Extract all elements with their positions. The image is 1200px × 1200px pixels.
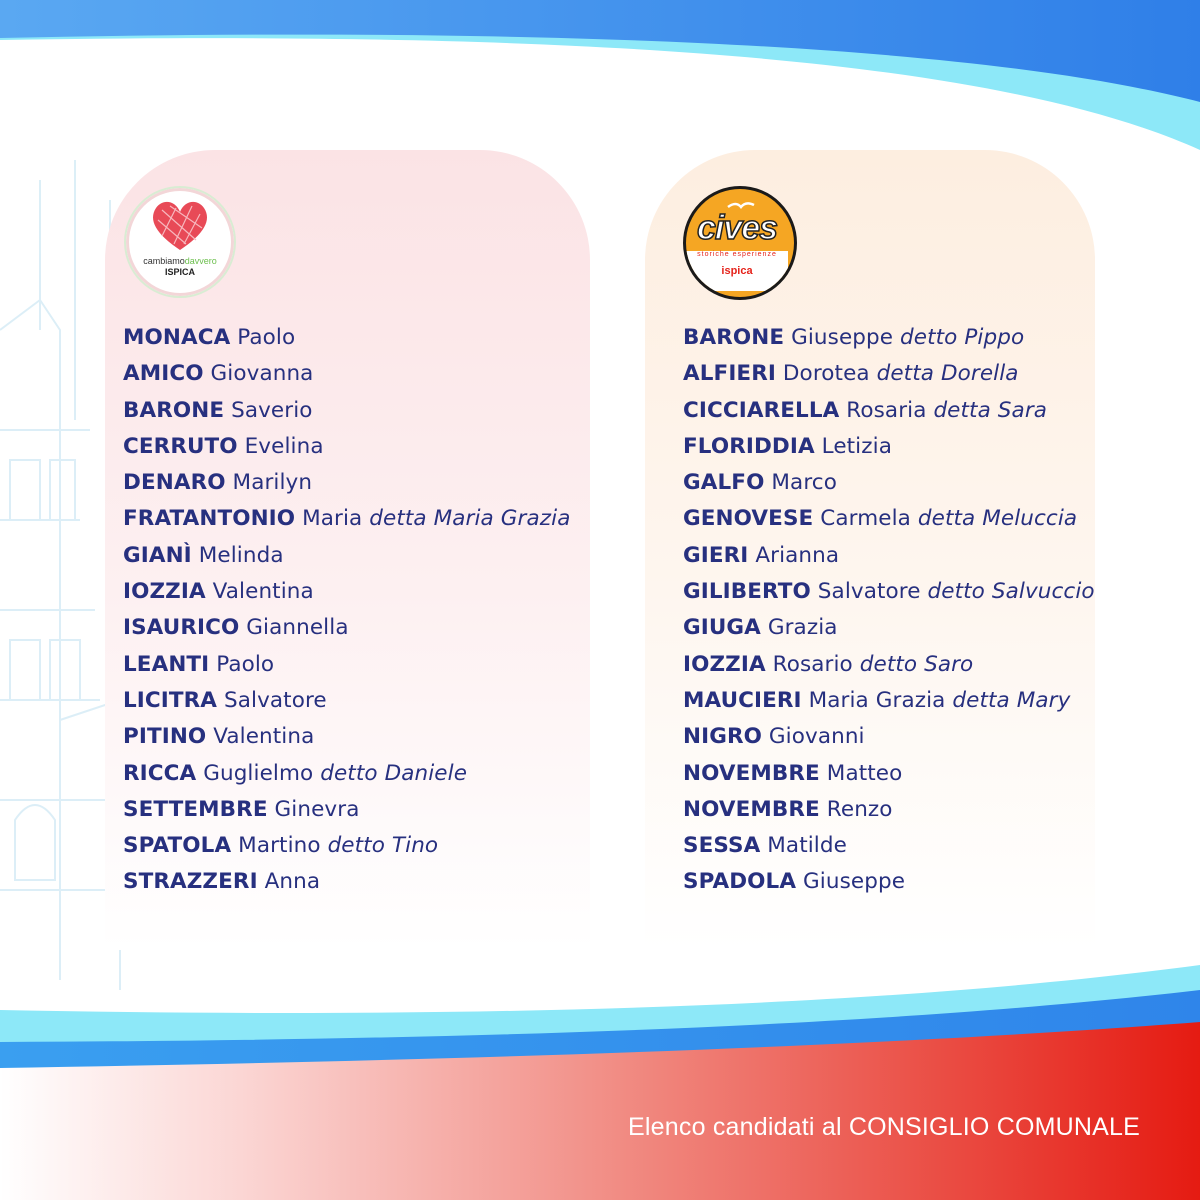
candidate-surname: DENARO — [123, 470, 226, 496]
candidate-row — [683, 322, 1095, 358]
candidate-row — [683, 685, 1095, 721]
candidate-given-name: Martino — [238, 833, 321, 859]
candidate-row — [123, 830, 570, 866]
candidate-nickname-prefix: detto — [927, 579, 985, 605]
candidate-given-name: Maria Grazia — [808, 687, 946, 713]
candidate-nickname-prefix: detta — [933, 397, 991, 423]
candidate-row — [123, 503, 570, 539]
candidate-list-left — [123, 322, 570, 903]
candidate-nickname-prefix: detta — [917, 506, 976, 532]
candidate-nickname: Sara — [997, 397, 1048, 423]
candidate-surname: RICCA — [123, 760, 197, 786]
candidate-surname: AMICO — [123, 361, 204, 387]
candidate-surname: MONACA — [123, 325, 231, 350]
candidate-surname: GIANÌ — [123, 542, 192, 568]
candidate-row — [683, 794, 1095, 830]
candidate-given-name: Saverio — [231, 397, 313, 423]
candidate-given-name: Carmela — [820, 506, 911, 532]
candidate-given-name: Grazia — [767, 615, 838, 641]
candidate-given-name: Paolo — [216, 651, 275, 677]
candidate-nickname-prefix: detto — [320, 760, 378, 786]
candidate-nickname: Meluccia — [982, 506, 1078, 532]
candidate-nickname-prefix: detta — [369, 506, 427, 532]
candidate-surname: CICCIARELLA — [683, 397, 840, 423]
candidate-row — [683, 758, 1095, 794]
top-wave-band — [0, 0, 1200, 160]
candidate-given-name: Rosario — [772, 651, 853, 677]
candidate-given-name: Guglielmo — [203, 760, 314, 786]
candidate-row — [123, 649, 570, 685]
candidate-given-name: Anna — [264, 869, 321, 895]
candidate-given-name: Maria — [302, 506, 363, 532]
candidate-surname: NOVEMBRE — [683, 796, 820, 822]
candidate-given-name: Giuseppe — [791, 325, 894, 350]
candidate-surname: ALFIERI — [683, 361, 776, 387]
candidate-given-name: Salvatore — [223, 687, 327, 713]
candidate-surname: SPATOLA — [123, 833, 232, 859]
candidate-row — [123, 358, 570, 394]
candidate-surname: IOZZIA — [683, 651, 766, 677]
candidate-given-name: Rosaria — [846, 397, 927, 423]
candidate-row — [123, 758, 570, 794]
candidate-row — [683, 395, 1095, 431]
candidate-surname: GIUGA — [683, 615, 761, 641]
candidate-given-name: Giannella — [246, 615, 349, 641]
candidate-row — [123, 467, 570, 503]
candidate-given-name: Melinda — [198, 542, 284, 568]
candidate-given-name: Valentina — [212, 579, 314, 605]
candidate-surname: FRATANTONIO — [123, 506, 296, 532]
candidate-surname: CERRUTO — [123, 433, 238, 459]
candidate-nickname: Mary — [1016, 687, 1071, 713]
logo-left-text-a: cambiamo — [143, 256, 185, 266]
candidate-row — [123, 540, 570, 576]
candidate-given-name: Matilde — [767, 833, 847, 859]
candidate-given-name: Dorotea — [782, 361, 870, 387]
candidate-row — [123, 322, 570, 358]
candidate-surname: PITINO — [123, 724, 207, 750]
candidate-given-name: Paolo — [237, 325, 296, 350]
candidate-surname: SESSA — [683, 833, 761, 859]
candidate-nickname: Saro — [924, 651, 974, 677]
candidate-row — [683, 503, 1095, 539]
candidate-nickname: Dorella — [940, 361, 1019, 387]
candidate-row — [683, 467, 1095, 503]
candidate-row — [123, 431, 570, 467]
candidate-row — [683, 540, 1095, 576]
candidate-surname: GENOVESE — [683, 506, 814, 532]
candidate-nickname-prefix: detto — [327, 833, 385, 859]
candidate-surname: IOZZIA — [123, 579, 206, 605]
cambiamo-davvero-logo — [124, 186, 236, 298]
logo-right-place: ispica — [721, 265, 753, 277]
candidate-row — [683, 358, 1095, 394]
candidate-given-name: Ginevra — [274, 796, 360, 822]
candidate-nickname-prefix: detta — [876, 361, 935, 387]
candidate-row — [123, 794, 570, 830]
candidate-row — [123, 612, 570, 648]
candidate-row — [683, 649, 1095, 685]
candidate-surname: ISAURICO — [123, 615, 240, 641]
candidate-nickname: Pippo — [964, 325, 1025, 350]
page-title: Elenco candidati al CONSIGLIO COMUNALE — [628, 1113, 1140, 1141]
candidate-row — [683, 866, 1095, 902]
candidate-nickname: Salvuccio — [991, 579, 1095, 605]
cives-logo — [683, 186, 797, 300]
candidate-surname: MAUCIERI — [683, 687, 802, 713]
candidate-nickname-prefix: detto — [859, 651, 918, 677]
candidate-surname: LICITRA — [123, 687, 218, 713]
candidate-given-name: Matteo — [826, 760, 903, 786]
candidate-surname: STRAZZERI — [123, 869, 258, 895]
candidate-given-name: Valentina — [213, 724, 315, 750]
candidate-nickname-prefix: detto — [900, 325, 958, 350]
candidate-surname: NIGRO — [683, 724, 762, 750]
candidate-row — [683, 830, 1095, 866]
candidate-nickname: Daniele — [384, 760, 468, 786]
candidate-surname: BARONE — [123, 397, 225, 423]
candidate-row — [123, 576, 570, 612]
logo-left-text-b: davvero — [184, 256, 217, 266]
candidate-surname: FLORIDDIA — [683, 433, 815, 459]
logo-right-tagline: storiche esperienze — [697, 251, 777, 258]
candidate-row — [683, 612, 1095, 648]
candidate-given-name: Giovanna — [210, 361, 314, 387]
logo-left-caption — [126, 256, 234, 278]
candidate-given-name: Evelina — [244, 433, 324, 459]
candidate-given-name: Marco — [771, 470, 837, 496]
candidate-row — [683, 576, 1095, 612]
candidate-nickname-prefix: detta — [952, 687, 1010, 713]
candidate-given-name: Arianna — [755, 542, 840, 568]
candidate-row — [683, 721, 1095, 757]
logo-right-wordmark: cives — [696, 209, 778, 247]
candidate-given-name: Giovanni — [768, 724, 865, 750]
candidate-surname: LEANTI — [123, 651, 210, 677]
candidate-given-name: Renzo — [826, 796, 893, 822]
candidate-row — [123, 866, 570, 902]
logo-left-text-place: ISPICA — [164, 267, 195, 277]
candidate-row — [123, 685, 570, 721]
candidate-list-right — [683, 322, 1095, 903]
candidate-surname: GIERI — [683, 542, 749, 568]
candidate-surname: GILIBERTO — [683, 579, 811, 605]
candidate-row — [123, 721, 570, 757]
candidate-surname: NOVEMBRE — [683, 760, 820, 786]
candidate-row — [683, 431, 1095, 467]
candidate-nickname: Tino — [391, 833, 439, 859]
candidate-surname: BARONE — [683, 325, 785, 350]
candidate-surname: GALFO — [683, 470, 765, 496]
candidate-given-name: Salvatore — [817, 579, 921, 605]
candidate-row — [123, 395, 570, 431]
heart-logo-icon — [126, 188, 234, 296]
candidate-given-name: Letizia — [821, 433, 892, 459]
candidate-nickname: Maria Grazia — [433, 506, 571, 532]
candidate-given-name: Marilyn — [232, 470, 313, 496]
candidate-surname: SPADOLA — [683, 869, 797, 895]
candidate-surname: SETTEMBRE — [123, 796, 268, 822]
candidate-given-name: Giuseppe — [803, 869, 906, 895]
bottom-wave-band — [0, 960, 1200, 1200]
